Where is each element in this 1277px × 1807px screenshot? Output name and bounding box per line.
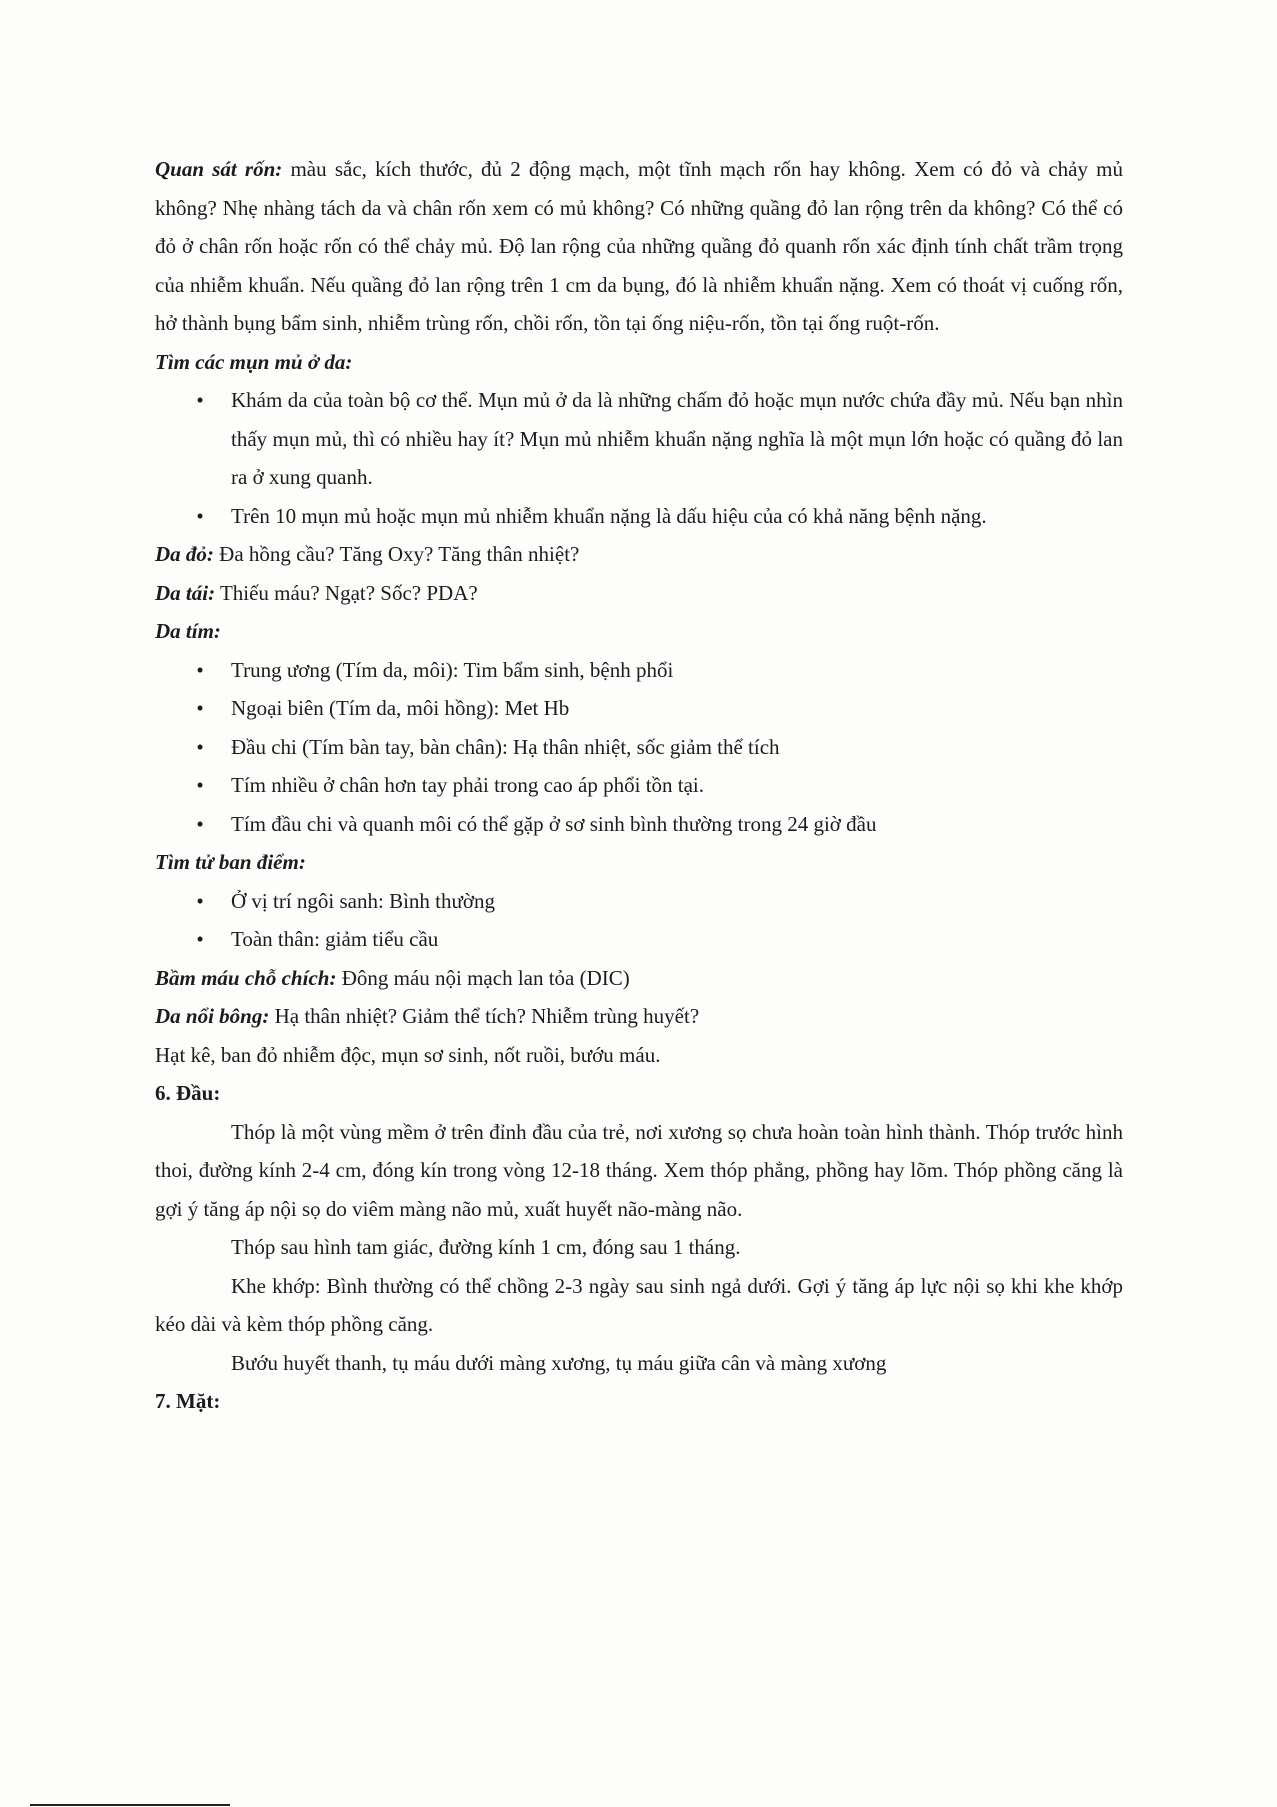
list-item bbox=[155, 651, 1123, 690]
bullet-icon: • bbox=[196, 773, 204, 797]
list-item-text: Trên 10 mụn mủ hoặc mụn mủ nhiễm khuẩn nặng là dấu hiệu của có khả năng bệnh nặng. bbox=[231, 503, 987, 528]
list-item bbox=[155, 381, 1123, 497]
umbilicus-text: màu sắc, kích thước, đủ 2 động mạch, một tĩnh mạch rốn hay không. Xem có đỏ và chảy mủ không? Nhẹ nhàng tách da và chân rốn xem có mủ không? Có những quầng đỏ lan rộng trên da không? Có thể có đỏ ở chân rốn hoặc rốn có thể chảy mủ. Độ lan rộng của những quầng đỏ quanh rốn xác định tính chất trầm trọng của nhiễm khuẩn. Nếu quầng đỏ lan rộng trên 1 cm da bụng, đó là nhiễm khuẩn nặng. Xem có thoát vị cuống rốn, hở thành bụng bẩm sinh, nhiễm trùng rốn, chồi rốn, tồn tại ống niệu-rốn, tồn tại ống ruột-rốn. bbox=[155, 157, 1123, 335]
petechiae-list bbox=[155, 882, 1123, 959]
pustules-heading: Tìm các mụn mủ ở da: bbox=[155, 349, 353, 374]
list-item-text: Khám da của toàn bộ cơ thể. Mụn mủ ở da là những chấm đỏ hoặc mụn nước chứa đầy mủ. Nếu bạn nhìn thấy mụn mủ, thì có nhiều hay ít? Mụn mủ nhiễm khuẩn nặng nghĩa là một mụn lớn hoặc có quầng đỏ lan ra ở xung quanh. bbox=[231, 388, 1123, 489]
bullet-icon: • bbox=[196, 888, 204, 913]
pale-skin-text: Thiếu máu? Ngạt? Sốc? PDA? bbox=[215, 580, 478, 605]
list-item bbox=[155, 689, 1123, 728]
mottled-text: Hạ thân nhiệt? Giảm thể tích? Nhiễm trùng huyết? bbox=[269, 1004, 700, 1028]
list-item bbox=[155, 882, 1123, 921]
head-paragraph: Khe khớp: Bình thường có thể chồng 2-3 ngày sau sinh ngả dưới. Gợi ý tăng áp lực nội sọ khi khe khớp kéo dài và kèm thóp phồng căng. bbox=[155, 1273, 1123, 1336]
misc-findings-line: Hạt kê, ban đỏ nhiễm độc, mụn sơ sinh, nốt ruồi, bướu máu. bbox=[155, 1042, 661, 1067]
mottled-line bbox=[155, 997, 1123, 1036]
list-item bbox=[155, 805, 1123, 844]
list-item bbox=[155, 766, 1123, 805]
head-paragraph: Bướu huyết thanh, tụ máu dưới màng xương, tụ máu giữa cân và màng xương bbox=[231, 1350, 887, 1375]
list-item bbox=[155, 497, 1123, 536]
face-section-title: 7. Mặt: bbox=[155, 1389, 221, 1413]
footer-divider bbox=[30, 1804, 230, 1806]
list-item-text: Tím đầu chi và quanh môi có thể gặp ở sơ sinh bình thường trong 24 giờ đầu bbox=[231, 811, 877, 836]
list-item-text: Đầu chi (Tím bàn tay, bàn chân): Hạ thân nhiệt, sốc giảm thể tích bbox=[231, 734, 780, 759]
list-item-text: Tím nhiều ở chân hơn tay phải trong cao áp phổi tồn tại. bbox=[231, 773, 705, 797]
bullet-icon: • bbox=[196, 811, 204, 836]
list-item-text: Trung ương (Tím da, môi): Tim bẩm sinh, bệnh phổi bbox=[231, 657, 674, 682]
list-item bbox=[155, 728, 1123, 767]
bullet-icon: • bbox=[196, 696, 204, 720]
umbilicus-label: Quan sát rốn: bbox=[155, 157, 283, 181]
red-skin-text: Đa hồng cầu? Tăng Oxy? Tăng thân nhiệt? bbox=[213, 542, 580, 566]
head-section-title: 6. Đầu: bbox=[155, 1081, 221, 1105]
list-item-text: Ngoại biên (Tím da, môi hồng): Met Hb bbox=[231, 696, 570, 720]
bruising-text: Đông máu nội mạch lan tỏa (DIC) bbox=[336, 965, 630, 990]
pustules-list bbox=[155, 381, 1123, 535]
pale-skin-label: Da tái: bbox=[155, 580, 216, 605]
pale-skin-line bbox=[155, 574, 1123, 613]
bullet-icon: • bbox=[196, 734, 204, 759]
cyanosis-list bbox=[155, 651, 1123, 844]
cyanosis-heading: Da tím: bbox=[155, 619, 221, 643]
bullet-icon: • bbox=[196, 503, 204, 528]
bullet-icon: • bbox=[196, 927, 204, 951]
list-item-text: Ở vị trí ngôi sanh: Bình thường bbox=[231, 888, 495, 913]
list-item bbox=[155, 920, 1123, 959]
head-paragraph: Thóp là một vùng mềm ở trên đỉnh đầu của trẻ, nơi xương sọ chưa hoàn toàn hình thành. Thóp trước hình thoi, đường kính 2-4 cm, đóng kín trong vòng 12-18 tháng. Xem thóp phẳng, phồng hay lõm. Thóp phồng căng là gợi ý tăng áp nội sọ do viêm màng não mủ, xuất huyết não-màng não. bbox=[155, 1119, 1123, 1221]
red-skin-line bbox=[155, 535, 1123, 574]
petechiae-heading: Tìm tử ban điểm: bbox=[155, 850, 306, 874]
bruising-line bbox=[155, 959, 1123, 998]
mottled-label: Da nổi bông: bbox=[155, 1004, 270, 1028]
head-paragraph: Thóp sau hình tam giác, đường kính 1 cm, đóng sau 1 tháng. bbox=[231, 1235, 741, 1259]
red-skin-label: Da đỏ: bbox=[155, 542, 214, 566]
bruising-label: Bầm máu chỗ chích: bbox=[155, 965, 337, 990]
list-item-text: Toàn thân: giảm tiểu cầu bbox=[231, 927, 439, 951]
bullet-icon: • bbox=[196, 388, 204, 412]
umbilicus-paragraph bbox=[155, 150, 1123, 343]
bullet-icon: • bbox=[196, 657, 204, 682]
document-body bbox=[155, 150, 1123, 1421]
